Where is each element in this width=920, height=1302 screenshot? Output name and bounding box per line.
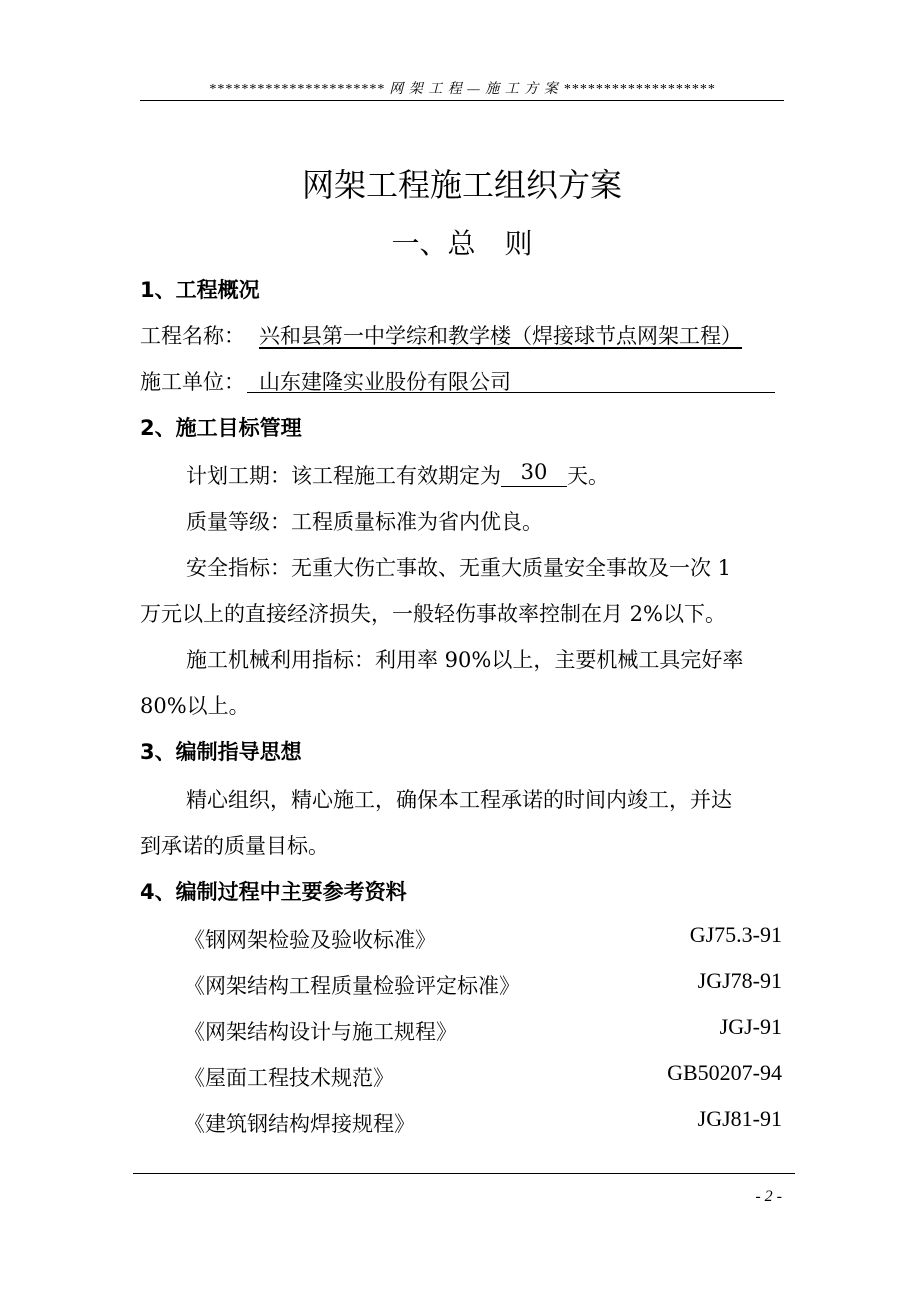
page-number: - 2 -	[755, 1188, 782, 1205]
contractor-label: 施工单位：	[140, 370, 245, 394]
project-name-value: 兴和县第一中学综和教学楼（焊接球节点网架工程）	[259, 324, 742, 348]
reference-code: GJ75.3-91	[689, 922, 782, 947]
chapter-heading: 一、总 则	[391, 227, 533, 260]
section-1-heading: 1、工程概况	[140, 278, 260, 302]
header-rule	[140, 100, 784, 101]
reference-title: 《建筑钢结构焊接规程》	[184, 1112, 415, 1136]
contractor-value: 山东建隆实业股份有限公司	[259, 370, 511, 394]
safety-line-1: 安全指标：无重大伤亡事故、无重大质量安全事故及一次 1	[186, 556, 732, 580]
reference-code: JGJ78-91	[697, 968, 782, 993]
running-header: ********************** 网 架 工 程 — 施 工 方 案 *******************	[208, 82, 716, 97]
reference-code: JGJ-91	[719, 1014, 782, 1039]
project-name-row	[140, 320, 742, 350]
contractor-row	[140, 366, 775, 396]
reference-title: 《网架结构工程质量检验评定标准》	[184, 974, 520, 998]
section-3-heading: 3、编制指导思想	[140, 740, 302, 764]
contractor-underline	[247, 366, 775, 393]
duration-prefix: 计划工期：该工程施工有效期定为	[186, 464, 501, 488]
reference-title: 《屋面工程技术规范》	[184, 1066, 394, 1090]
machine-line-2: 80%以上。	[140, 694, 250, 718]
project-name-label: 工程名称：	[140, 324, 245, 348]
section-2-heading: 2、施工目标管理	[140, 416, 302, 440]
footer-rule	[133, 1173, 795, 1174]
reference-code: JGJ81-91	[697, 1106, 782, 1131]
guiding-line-2: 到承诺的质量目标。	[140, 834, 329, 858]
duration-line	[186, 460, 609, 490]
duration-value: 30	[501, 460, 567, 487]
duration-suffix: 天。	[567, 464, 609, 488]
reference-code: GB50207-94	[667, 1060, 782, 1085]
reference-title: 《钢网架检验及验收标准》	[184, 928, 436, 952]
machine-line-1: 施工机械利用指标：利用率 90%以上，主要机械工具完好率	[186, 648, 744, 672]
guiding-line-1: 精心组织，精心施工，确保本工程承诺的时间内竣工，并达	[186, 788, 732, 812]
section-4-heading: 4、编制过程中主要参考资料	[140, 880, 407, 904]
quality-line: 质量等级：工程质量标准为省内优良。	[186, 510, 543, 534]
safety-line-2: 万元以上的直接经济损失，一般轻伤事故率控制在月 2%以下。	[140, 602, 726, 626]
reference-title: 《网架结构设计与施工规程》	[184, 1020, 457, 1044]
document-title: 网架工程施工组织方案	[301, 166, 622, 204]
